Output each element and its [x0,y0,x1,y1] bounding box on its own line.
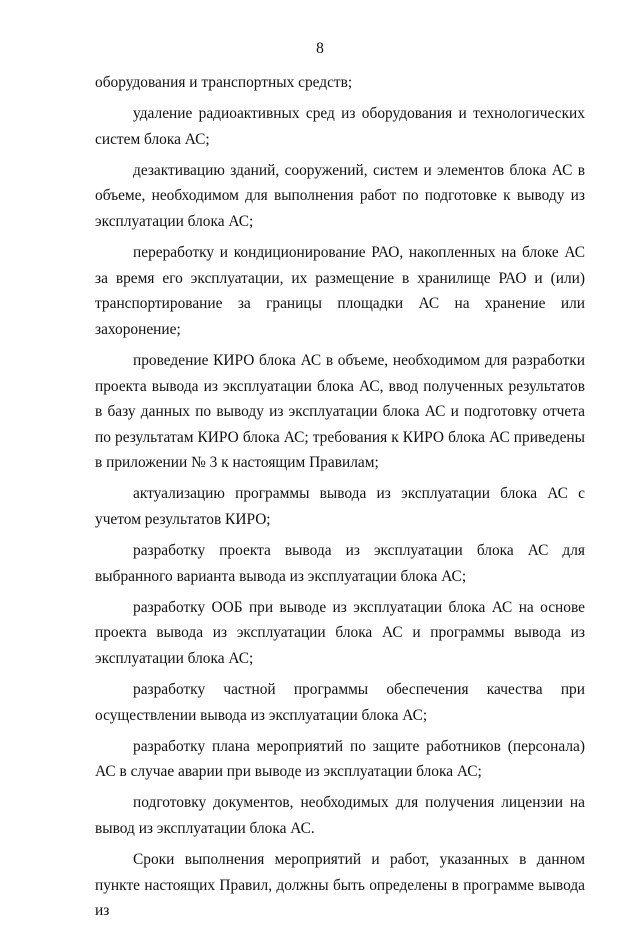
paragraph: разработку проекта вывода из эксплуатации блока АС для выбранного варианта вывода из эксплуатации блока АС; [95,542,585,585]
paragraph: актуализацию программы вывода из эксплуатации блока АС с учетом результатов КИРО; [95,485,585,528]
paragraph: разработку плана мероприятий по защите работников (персонала) АС в случае аварии при выводе из эксплуатации блока АС; [95,737,585,781]
paragraph: оборудования и транспортных средств; [95,74,353,91]
paragraph: разработку ООБ при выводе из эксплуатации блока АС на основе проекта вывода из эксплуатации блока АС и программы вывода из эксплуатации блока АС; [95,598,585,667]
paragraph: удаление радиоактивных сред из оборудования и технологических систем блока АС; [95,105,585,148]
document-body [95,70,585,929]
paragraph: дезактивацию зданий, сооружений, систем и элементов блока АС в объеме, необходимом для выполнения работ по подготовке к выводу из эксплуатации блока АС; [95,161,585,230]
paragraph: подготовку документов, необходимых для получения лицензии на вывод из эксплуатации блока АС. [95,794,585,838]
paragraph: разработку частной программы обеспечения качества при осуществлении вывода из эксплуатации блока АС; [95,681,585,724]
paragraph: Сроки выполнения мероприятий и работ, указанных в данном пункте настоящих Правил, должны быть определены в программе вывода из [95,851,585,920]
paragraph: переработку и кондиционирование РАО, накопленных на блоке АС за время его эксплуатации, их размещение в хранилище РАО и (или) транспортирование за границы площадки АС на хранение или захоронение; [95,244,585,338]
paragraph: проведение КИРО блока АС в объеме, необходимом для разработки проекта вывода из эксплуатации блока АС, ввод полученных результатов в базу данных по выводу из эксплуатации блока АС и подготовку отчета по результатам КИРО блока АС; требования к КИРО блока АС приведены в приложении № 3 к настоящим Правилам; [95,351,585,472]
page-number: 8 [316,40,324,57]
